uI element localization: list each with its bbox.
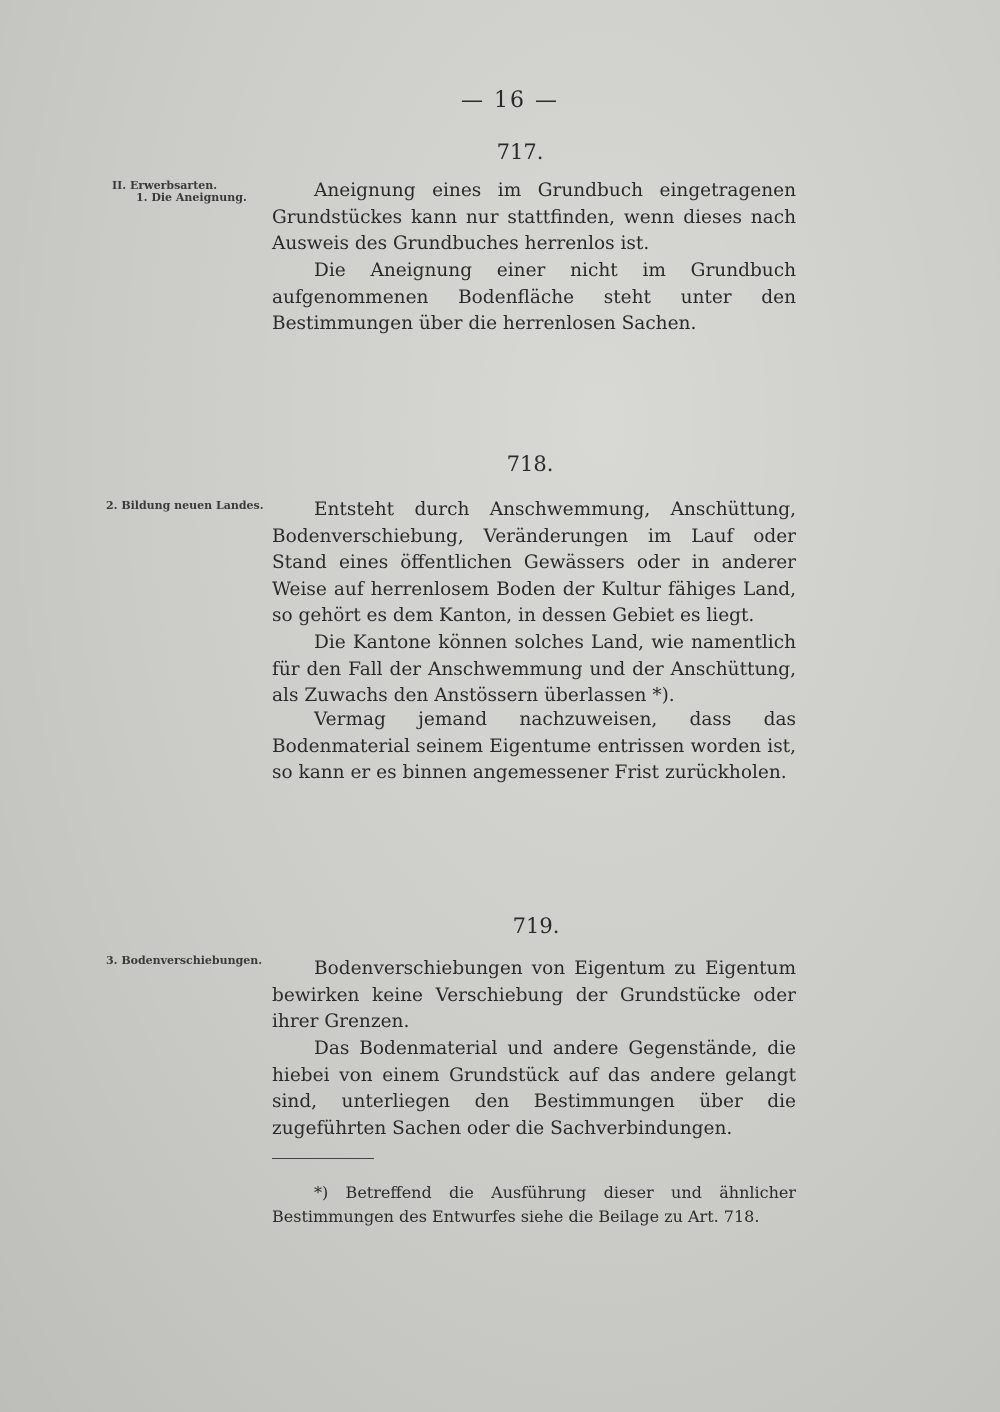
paragraph: Bodenverschiebungen von Eigentum zu Eigentum bewirken keine Verschiebung der Grundstücke oder ihrer Grenzen. — [272, 958, 796, 1032]
article-number-717: 717. — [496, 140, 544, 164]
margin-note-line: 3. Bodenverschiebungen. — [106, 954, 263, 967]
margin-note-line: II. Erwerbsarten. — [112, 179, 218, 192]
page-number: — 16 — — [461, 88, 559, 113]
footnote: *) Betreffend die Ausführung dieser und ähnlicher Bestimmungen des Entwurfes siehe die Beilage zu Art. 718. — [272, 1183, 796, 1226]
margin-note-717 — [112, 180, 247, 204]
article-number-718: 718. — [506, 452, 554, 476]
paragraph: Das Bodenmaterial und andere Gegenstände, die hiebei von einem Grundstück auf das andere gelangt sind, unterliegen den Bestimmungen über die zugeführten Sachen oder die Sachverbindungen. — [272, 1038, 796, 1139]
article-number-719: 719. — [512, 914, 560, 938]
margin-note-719 — [106, 955, 262, 967]
paragraph: Entsteht durch Anschwemmung, Anschüttung, Bodenverschiebung, Veränderungen im Lauf oder Stand eines öffentlichen Gewässers oder in anderer Weise auf herrenlosem Boden der Kultur fähiges Land, so gehört es dem Kanton, in dessen Gebiet es liegt. — [272, 499, 796, 626]
margin-note-line: 2. Bildung neuen Landes. — [106, 499, 264, 512]
paragraph: Aneignung eines im Grundbuch eingetragenen Grundstückes kann nur stattfinden, wenn dieses nach Ausweis des Grundbuches herrenlos ist. — [272, 180, 796, 254]
paragraph: Vermag jemand nachzuweisen, dass das Bodenmaterial seinem Eigentume entrissen worden ist, so kann er es binnen angemessener Frist zurückholen. — [272, 709, 796, 783]
paragraph: Die Aneignung einer nicht im Grundbuch aufgenommenen Bodenfläche steht unter den Bestimmungen über die herrenlosen Sachen. — [272, 260, 796, 334]
margin-note-718 — [106, 500, 264, 512]
footnote-divider — [272, 1158, 374, 1159]
paragraph: Die Kantone können solches Land, wie namentlich für den Fall der Anschwemmung und der Anschüttung, als Zuwachs den Anstössern überlassen *). — [272, 632, 796, 706]
margin-note-line: 1. Die Aneignung. — [136, 191, 247, 204]
